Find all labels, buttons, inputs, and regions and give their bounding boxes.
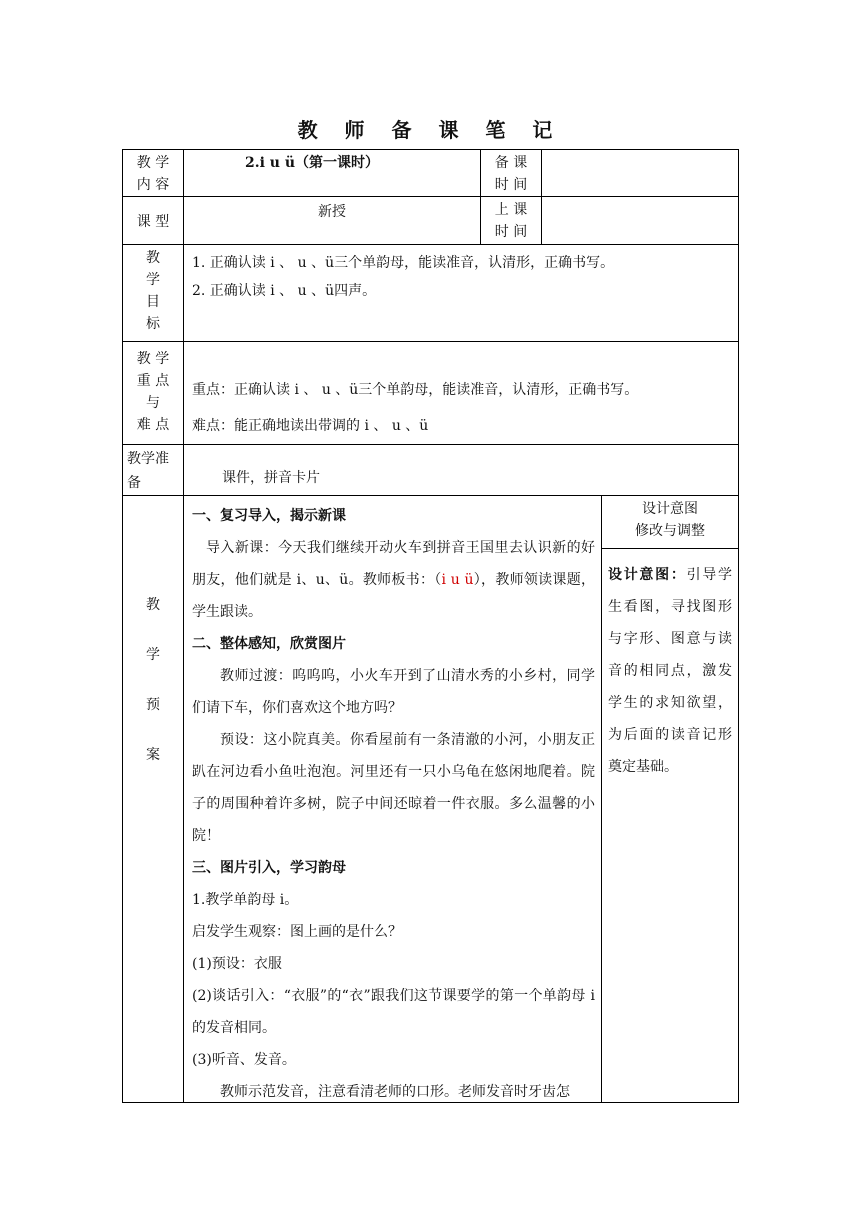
paragraph: 教师示范发音，注意看清老师的口形。老师发音时牙齿怎 (220, 1084, 570, 1100)
paragraph: 预设：这小院真美。你看屋前有一条清澈的小河，小朋友正趴在河边看小鱼吐泡泡。河里还有一只小乌龟在悠闲地爬着。院子的周围种着许多树，院子中间还晾着一件衣服。多么温馨的小院！ (192, 732, 595, 844)
section-heading: 二、整体感知，欣赏图片 (192, 636, 346, 652)
side-header-line: 设计意图 (642, 501, 698, 517)
label-line: 内 容 (136, 177, 170, 193)
label-line: 备 课 (494, 155, 528, 171)
label-line: 时 间 (494, 177, 528, 193)
label-line: 重 点 (136, 373, 170, 389)
key-difficult-content (184, 342, 739, 445)
label-char: 教 (146, 597, 160, 613)
label-line: 教 学 (136, 155, 170, 171)
label-prep-time (481, 150, 542, 196)
design-intent-column (602, 496, 739, 1103)
paragraph: (2)谈话引入：“衣服”的“衣”跟我们这节课要学的第一个单韵母 i 的发音相同。 (192, 988, 595, 1036)
label-line: 目 (146, 294, 160, 310)
objective-item: 2. 正确认读 i 、 u 、ü四声。 (192, 283, 377, 299)
lesson-type-value: 新授 (184, 197, 481, 245)
label-line: 与 (146, 395, 160, 411)
label-char: 案 (146, 747, 160, 763)
label-line: 备 (127, 475, 141, 491)
paragraph: 1.教学单韵母 i。 (192, 892, 299, 908)
row-teaching-plan (123, 496, 739, 1103)
label-preparation (123, 445, 184, 496)
class-time-cell (481, 197, 739, 245)
label-line: 教 (146, 250, 160, 266)
label-line: 学 (146, 272, 160, 288)
row-type (123, 197, 739, 245)
label-line: 标 (146, 316, 160, 332)
difficulty: 难点：能正确地读出带调的 i 、 u 、ü (192, 418, 429, 434)
label-line: 教学准 (127, 451, 169, 467)
key-point: 重点：正确认读 i 、 u 、ü三个单韵母，能读准音，认清形，正确书写。 (192, 382, 639, 398)
label-line: 教 学 (136, 351, 170, 367)
side-header (602, 496, 738, 549)
row-key-difficult (123, 342, 739, 445)
label-teaching-plan (123, 496, 184, 1103)
design-intent-label: 设计意图： (608, 567, 687, 583)
paragraph: 启发学生观察：图上画的是什么？ (192, 924, 402, 940)
label-line: 难 点 (136, 417, 170, 433)
row-preparation (123, 445, 739, 496)
teaching-plan-body (184, 496, 602, 1103)
section-heading: 三、图片引入，学习韵母 (192, 860, 346, 876)
label-char: 预 (146, 697, 160, 713)
objective-item: 1. 正确认读 i 、 u 、ü三个单韵母，能读准音，认清形，正确书写。 (192, 255, 615, 271)
label-line: 时 间 (494, 224, 528, 240)
label-char: 学 (146, 647, 160, 663)
objectives-content (184, 245, 739, 342)
preparation-content: 课件，拼音卡片 (184, 445, 739, 496)
class-time-value[interactable] (542, 197, 738, 244)
paragraph (192, 532, 595, 628)
section-heading: 一、复习导入，揭示新课 (192, 508, 346, 524)
prep-time-value[interactable] (542, 150, 738, 196)
row-content (123, 150, 739, 197)
row-objectives (123, 245, 739, 342)
label-class-time (481, 197, 542, 244)
lesson-plan-table (122, 149, 739, 1103)
lesson-title-cell (184, 150, 481, 197)
text-run: 导入新课：今天我们继续开动火车到拼音王国里去认识新的好朋友，他们就是 i、u、ü。教师板书：（ (192, 540, 595, 588)
label-line: 上 课 (494, 202, 528, 218)
lesson-title: 2.i u ü（第一课时） (244, 155, 380, 171)
design-intent-text (602, 549, 738, 793)
text-run: ），教师领读课题，学生跟读。 (192, 572, 595, 620)
paragraph: (3)听音、发音。 (192, 1052, 296, 1068)
label-key-difficult (123, 342, 184, 445)
label-teaching-content (123, 150, 184, 197)
side-header-line: 修改与调整 (635, 523, 705, 539)
label-lesson-type: 课 型 (123, 197, 184, 245)
label-objectives (123, 245, 184, 342)
paragraph: 教师过渡：呜呜呜，小火车开到了山清水秀的小乡村，同学们请下车，你们喜欢这个地方吗？ (192, 668, 595, 716)
board-text: i u ü (441, 572, 474, 588)
page-title: 教 师 备 课 笔 记 (297, 118, 563, 142)
paragraph: (1)预设：衣服 (192, 956, 282, 972)
design-intent-body: 引导学生看图，寻找图形与字形、图意与读音的相同点，激发学生的求知欲望，为后面的读音记形奠定基础。 (608, 567, 733, 775)
prep-time-cell (481, 150, 739, 197)
